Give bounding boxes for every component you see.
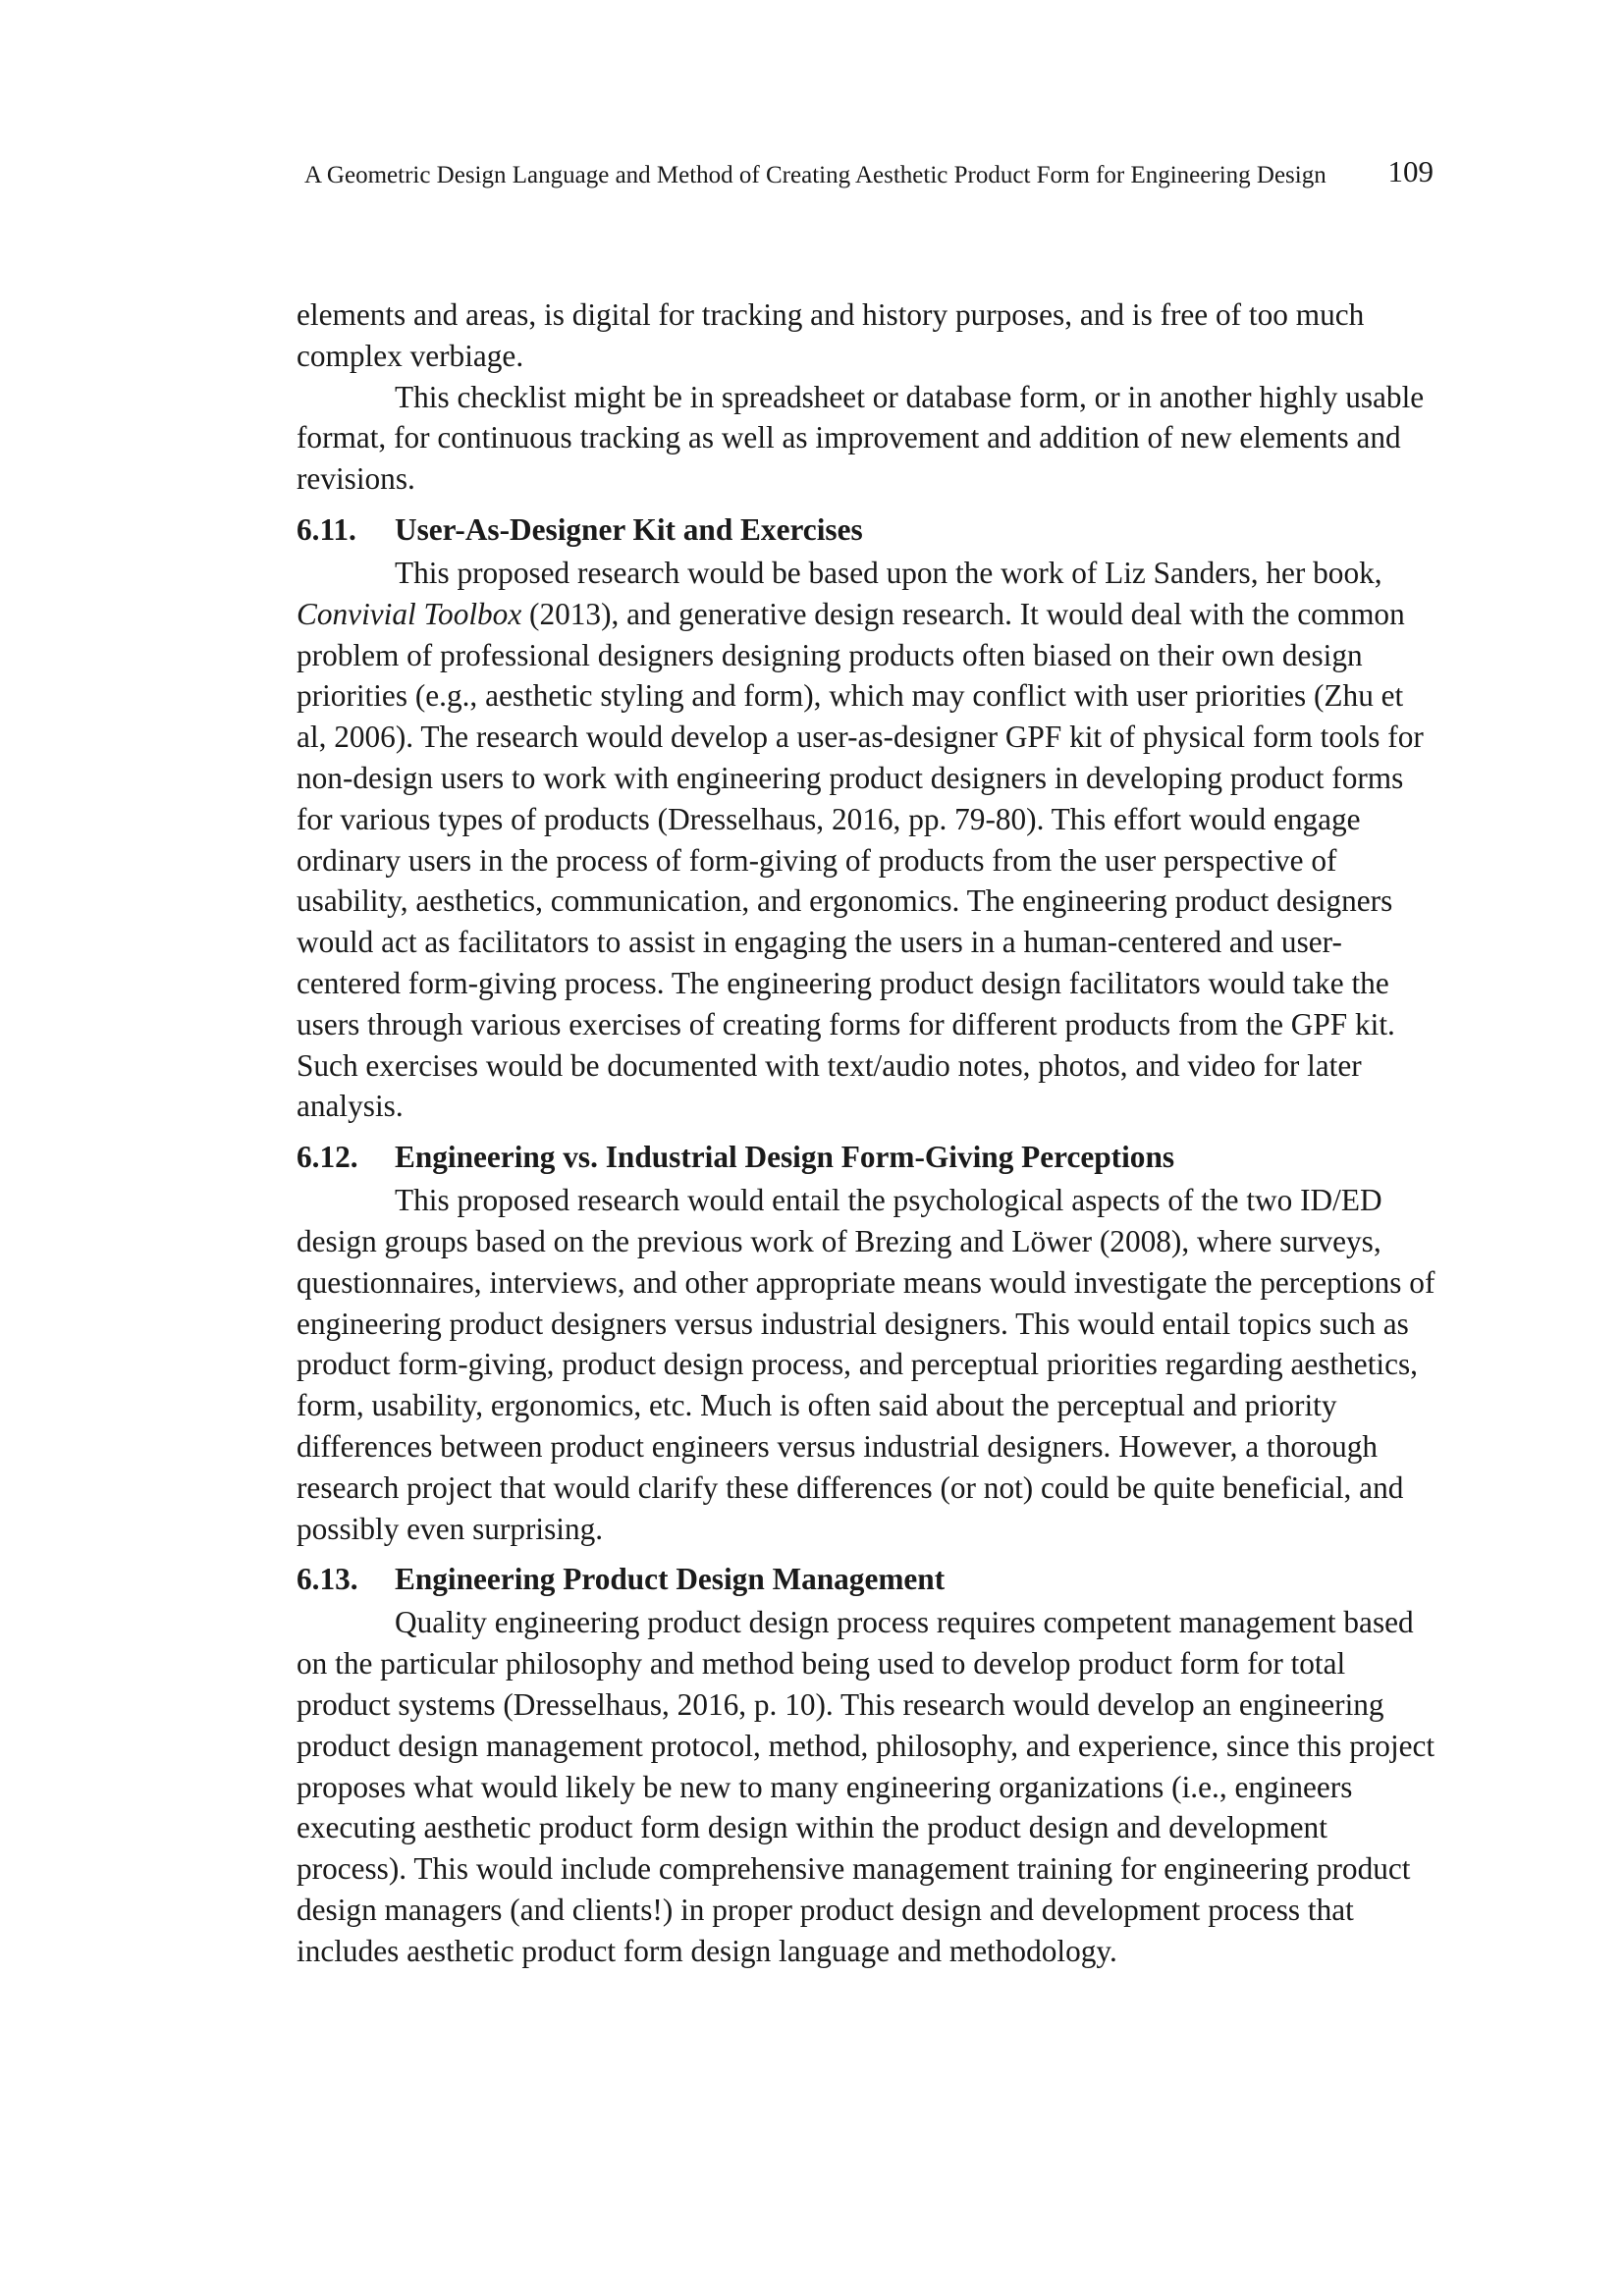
book-title: Convivial Toolbox — [297, 596, 522, 631]
section-text-end: (2013), and generative design research. It would deal with the common problem of professional designers designing products often biased on their own design priorities (e.g., aesthetic styling and form), which may conflict with user priorities (Zhu et al, 2006). The research would develop a user-as-designer GPF kit of physical form tools for non-design users to work with engineering product designers in developing product forms for various types of products (Dresselhaus, 2016, pp. 79-80). This effort would engage ordinary users in the process of form-giving of products from the user perspective of usability, aesthetics, communication, and ergonomics. The engineering product designers would act as facilitators to assist in engaging the users in a human-centered and user-centered form-giving process. The engineering product design facilitators would take the users through various exercises of creating forms for different products from the GPF kit. Such exercises would be documented with text/audio notes, photos, and video for later analysis. — [297, 596, 1424, 1124]
running-title: A Geometric Design Language and Method of Creating Aesthetic Product Form for Engineering Design — [304, 162, 1326, 188]
section-6-12 — [297, 1135, 1437, 1549]
section-title: Engineering vs. Industrial Design Form-Giving Perceptions — [395, 1140, 1175, 1175]
section-number: 6.12. — [297, 1140, 358, 1175]
page-body — [297, 294, 1437, 1971]
section-number: 6.13. — [297, 1562, 358, 1597]
section-6-13 — [297, 1557, 1437, 1971]
section-title: Engineering Product Design Management — [395, 1562, 946, 1597]
page-number: 109 — [1387, 154, 1434, 188]
section-paragraph — [297, 553, 1437, 1127]
checklist-paragraph: This checklist might be in spreadsheet or database form, or in another highly usable format, for continuous tracking as well as improvement and addition of new elements and revisions. — [297, 379, 1425, 497]
section-text-start: This proposed research would be based upon the work of Liz Sanders, her book, — [395, 555, 1382, 590]
continued-paragraph: elements and areas, is digital for tracking and history purposes, and is free of too much complex verbiage. — [297, 297, 1365, 373]
section-paragraph: Quality engineering product design process requires competent management based on the particular philosophy and method being used to develop product form for total product systems (Dresselhaus, 2016, p. 10). This research would develop an engineering product design management protocol, method, philosophy, and experience, since this project proposes what would likely be new to many engineering organizations (i.e., engineers executing aesthetic product form design within the product design and development process). This would include comprehensive management training for engineering product design managers (and clients!) in proper product design and development process that includes aesthetic product form design language and methodology. — [297, 1605, 1435, 1968]
section-number: 6.11. — [297, 511, 356, 547]
section-6-11 — [297, 507, 1437, 1127]
section-heading — [297, 507, 1437, 553]
section-heading — [297, 1135, 1437, 1180]
section-title: User-As-Designer Kit and Exercises — [395, 511, 863, 547]
section-heading — [297, 1557, 1437, 1602]
section-paragraph: This proposed research would entail the psychological aspects of the two ID/ED design groups based on the previous work of Brezing and Löwer (2008), where surveys, questionnaires, interviews, and other appropriate means would investigate the perceptions of engineering product designers versus industrial designers. This would entail topics such as product form-giving, product design process, and perceptual priorities regarding aesthetics, form, usability, ergonomics, etc. Much is often said about the perceptual and priority differences between product engineers versus industrial designers. However, a thorough research project that would clarify these differences (or not) could be quite beneficial, and possibly even surprising. — [297, 1183, 1435, 1546]
